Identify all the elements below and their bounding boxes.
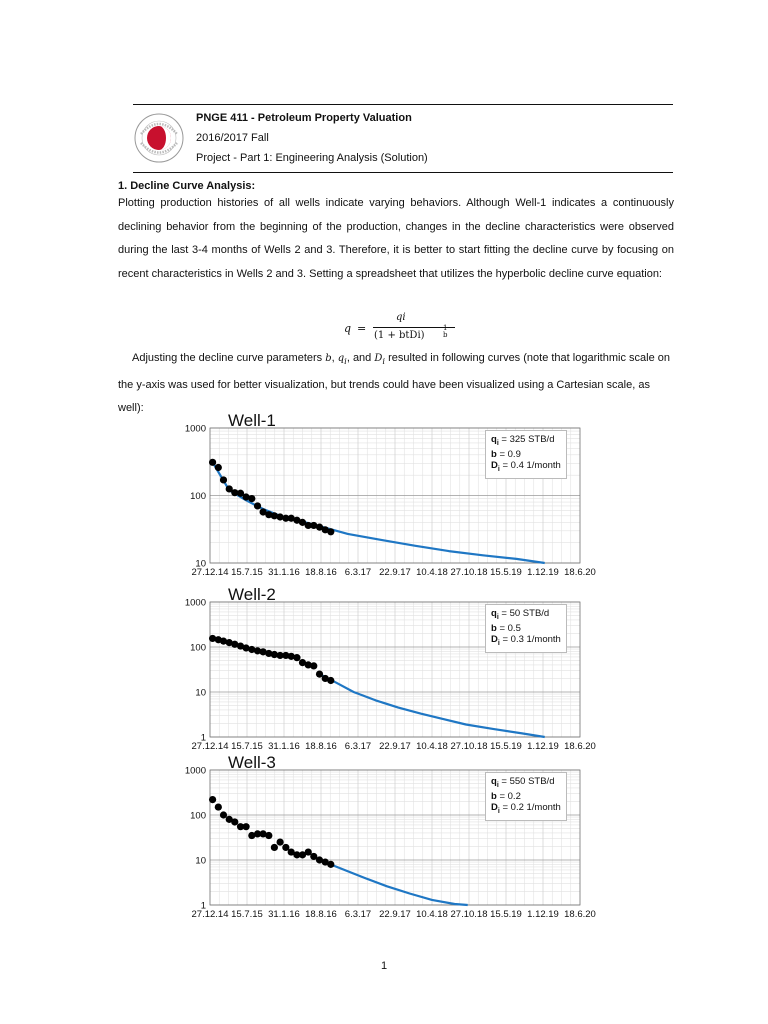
x-tick-label: 27.12.14 <box>191 567 229 578</box>
legend-row-b: b = 0.2 <box>491 790 521 802</box>
data-point <box>209 459 216 466</box>
y-tick-label: 100 <box>190 642 206 654</box>
data-point <box>220 811 227 818</box>
x-tick-label: 1.12.19 <box>527 909 559 920</box>
x-tick-label: 1.12.19 <box>527 567 559 578</box>
equation-numerator: qi <box>396 312 406 323</box>
legend-value-qi: 50 STB/d <box>509 608 550 619</box>
x-tick-label: 6.3.17 <box>344 567 372 578</box>
x-tick-label: 18.6.20 <box>564 909 596 920</box>
x-tick-label: 22.9.17 <box>379 741 411 752</box>
section-title: 1. Decline Curve Analysis: <box>118 180 256 192</box>
legend-row-Di: $D_i = 0.2$ 1/month <box>491 801 561 815</box>
x-tick-label: 18.8.16 <box>305 909 337 920</box>
x-tick-label: 18.8.16 <box>305 741 337 752</box>
y-tick-label: 1000 <box>184 597 206 609</box>
x-tick-label: 22.9.17 <box>379 567 411 578</box>
x-tick-label: 6.3.17 <box>344 909 372 920</box>
x-tick-label: 10.4.18 <box>416 567 448 578</box>
parameter-legend <box>485 604 567 653</box>
y-tick-label: 10 <box>195 558 206 570</box>
legend-value-b: 0.2 <box>507 790 521 802</box>
project-title: Project - Part 1: Engineering Analysis (Solution) <box>196 152 428 164</box>
x-tick-label: 18.8.16 <box>305 567 337 578</box>
legend-value-b: 0.5 <box>507 622 521 634</box>
data-point <box>220 476 227 483</box>
exponent-numerator: 1 <box>443 324 448 332</box>
x-tick-label: 1.12.19 <box>527 741 559 752</box>
data-point <box>265 832 272 839</box>
x-tick-label: 31.1.16 <box>268 909 300 920</box>
x-tick-label: 27.12.14 <box>191 909 229 920</box>
data-point <box>310 662 317 669</box>
chart-title: Well-3 <box>228 753 276 772</box>
legend-value-b: 0.9 <box>507 448 521 460</box>
x-tick-label: 15.5.19 <box>490 909 522 920</box>
data-point <box>293 654 300 661</box>
page-number: 1 <box>380 960 388 972</box>
data-point <box>215 464 222 471</box>
legend-row-b: b = 0.5 <box>491 622 521 634</box>
x-tick-label: 27.10.18 <box>450 567 488 578</box>
data-point <box>215 803 222 810</box>
y-tick-label: 1 <box>200 900 206 912</box>
legend-row-qi: $q_i = 550$ STB/d <box>491 776 555 789</box>
chart-title: Well-2 <box>228 585 276 604</box>
x-tick-label: 15.7.15 <box>231 909 263 920</box>
equation-equals: = <box>357 322 367 335</box>
equation-exponent <box>443 325 447 339</box>
header-top-rule <box>133 104 673 105</box>
chart-well-1 <box>170 408 610 578</box>
data-point <box>327 861 334 868</box>
legend-row-b: b = 0.9 <box>491 448 521 460</box>
data-point <box>231 818 238 825</box>
x-tick-label: 10.4.18 <box>416 741 448 752</box>
legend-row-qi: $q_i = 50$ STB/d <box>491 608 550 621</box>
legend-value-Di: 0.3 1/month <box>510 633 561 645</box>
university-seal-logo <box>133 112 185 164</box>
legend-value-qi: 325 STB/d <box>509 434 555 445</box>
legend-row-Di: $D_i = 0.4$ 1/month <box>491 459 561 473</box>
x-tick-label: 31.1.16 <box>268 567 300 578</box>
data-point <box>316 670 323 677</box>
paragraph-intro: Plotting production histories of all wells indicate varying behaviors. Although Well-1 indicates a continuously declining behavior from the beginning of the production, changes in the decline characteristics were observed during the last 3-4 months of Wells 2 and 3. Therefore, it is better to start fitting the decline curve by focusing on recent characteristics in Wells 2 and 3. Setting a spreadsheet that utilizes the hyperbolic decline curve equation: <box>118 197 674 280</box>
equation-lhs: q <box>344 322 352 335</box>
hyperbolic-decline-equation <box>320 311 460 347</box>
data-point <box>209 796 216 803</box>
header-bottom-rule <box>133 172 673 173</box>
legend-row-Di: $D_i = 0.3$ 1/month <box>491 633 561 647</box>
y-tick-label: 100 <box>190 810 206 822</box>
data-point <box>277 838 284 845</box>
x-tick-label: 31.1.16 <box>268 741 300 752</box>
x-tick-label: 27.10.18 <box>450 909 488 920</box>
legend-value-Di: 0.2 1/month <box>510 801 561 813</box>
chart-well-3 <box>170 750 610 920</box>
x-tick-label: 15.5.19 <box>490 567 522 578</box>
exponent-denominator: b <box>443 331 448 339</box>
legend-row-qi: $q_i = 325$ STB/d <box>491 434 555 447</box>
legend-value-qi: 550 STB/d <box>509 776 555 787</box>
y-tick-label: 1000 <box>184 423 206 435</box>
paragraph-adjusting-pre: Adjusting the decline curve parameters <box>132 352 326 364</box>
y-tick-label: 1 <box>200 732 206 744</box>
term: 2016/2017 Fall <box>196 132 269 144</box>
x-tick-label: 27.12.14 <box>191 741 229 752</box>
data-point <box>327 677 334 684</box>
chart-well-2 <box>170 582 610 752</box>
data-point <box>271 844 278 851</box>
equation-denominator: (1 + btDi) <box>374 330 425 341</box>
x-tick-label: 22.9.17 <box>379 909 411 920</box>
data-point <box>248 495 255 502</box>
data-point <box>242 823 249 830</box>
parameter-legend <box>485 772 567 821</box>
y-tick-label: 1000 <box>184 765 206 777</box>
x-tick-label: 15.7.15 <box>231 567 263 578</box>
chart-title: Well-1 <box>228 411 276 430</box>
x-tick-label: 6.3.17 <box>344 741 372 752</box>
parameter-legend <box>485 430 567 479</box>
paragraph-adjusting-post: resulted in following curves (note that logarithmic scale on the y-axis was used for better visualization, but trends could have been visualized using a Cartesian scale, as well): <box>118 352 670 414</box>
data-point <box>254 502 261 509</box>
x-tick-label: 18.6.20 <box>564 741 596 752</box>
x-tick-label: 18.6.20 <box>564 567 596 578</box>
y-tick-label: 10 <box>195 687 206 699</box>
x-tick-label: 15.5.19 <box>490 741 522 752</box>
x-tick-label: 10.4.18 <box>416 909 448 920</box>
x-tick-label: 27.10.18 <box>450 741 488 752</box>
x-tick-label: 15.7.15 <box>231 741 263 752</box>
y-tick-label: 10 <box>195 855 206 867</box>
legend-value-Di: 0.4 1/month <box>510 459 561 471</box>
paragraph-adjusting: Adjusting the decline curve parameters b, $q_i$, and $D_i$ resulted in following curves (note that logarithmic scale on the y-axis was used for better visualization, but trends could have been visualized using a Cartesian scale, as well): <box>118 352 670 414</box>
data-point <box>327 528 334 535</box>
course-title: PNGE 411 - Petroleum Property Valuation <box>196 112 412 124</box>
y-tick-label: 100 <box>190 491 206 502</box>
